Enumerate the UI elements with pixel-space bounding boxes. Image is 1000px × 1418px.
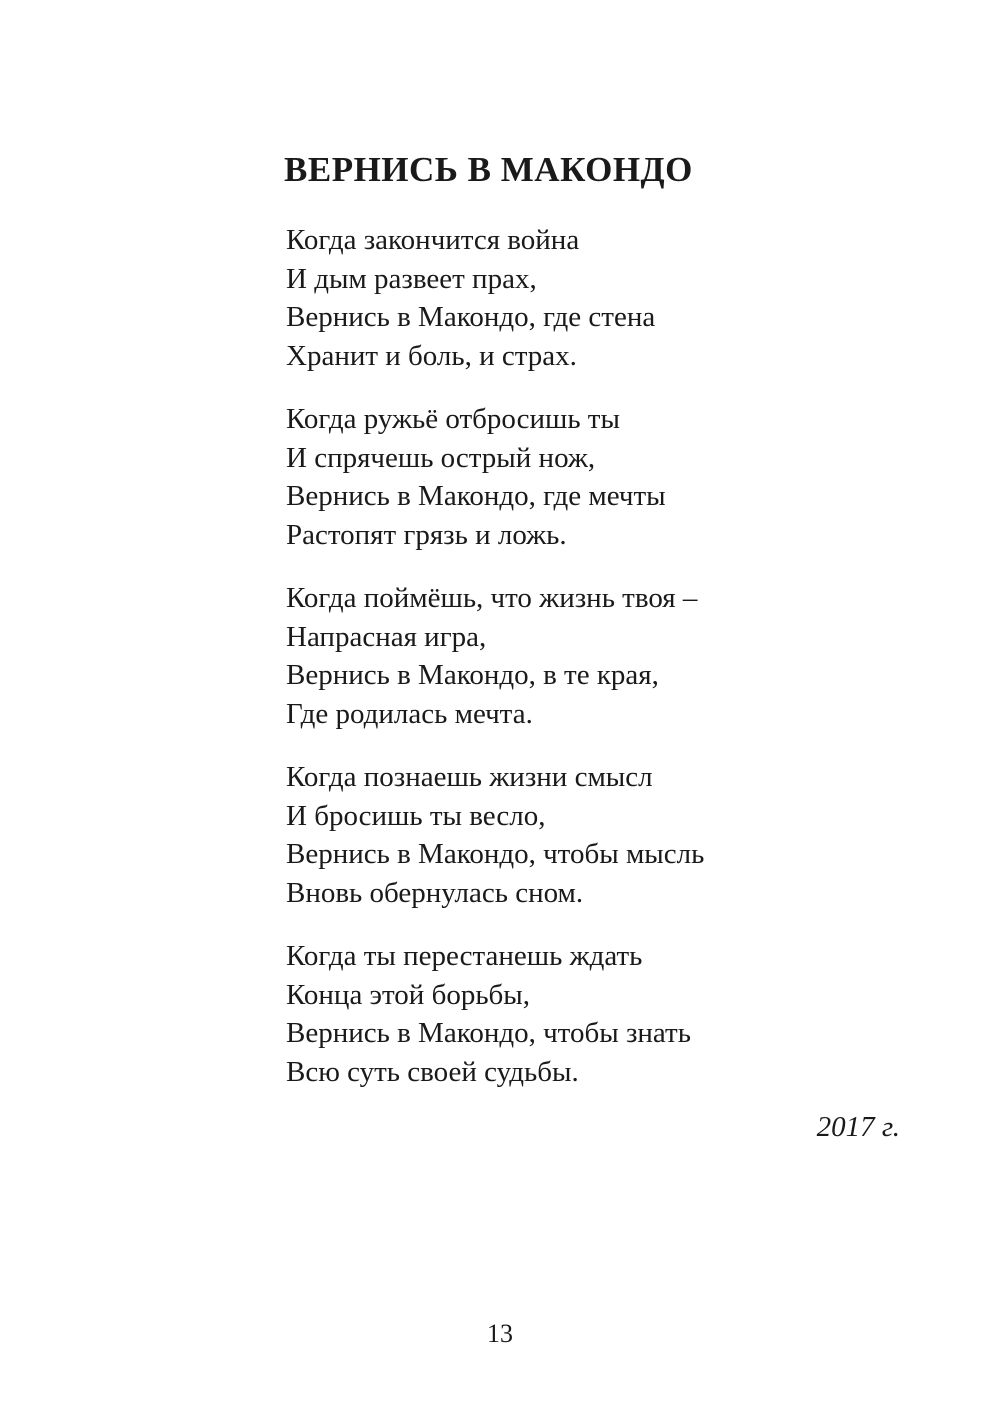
poem-line: Когда познаешь жизни смысл [286,761,653,793]
stanza [286,579,886,733]
poem-body [286,221,886,1116]
stanza [286,937,886,1091]
poem-line: Хранит и боль, и страх. [286,339,577,372]
poem-line: Вновь обернулась сном. [286,876,584,909]
poem-line: Напрасная игра, [286,620,487,653]
poem-line: Когда поймёшь, что жизнь твоя – [286,582,698,614]
poem-date: 2017 г. [816,1111,900,1143]
poem-line: Когда ты перестанешь ждать [286,940,643,972]
poem-line: Где родилась мечта. [286,697,533,730]
poem-line: И дым развеет прах, [286,262,537,295]
poem-line: Вернись в Макондо, чтобы знать [286,1017,691,1049]
page-number: 13 [487,1319,513,1348]
stanza [286,758,886,912]
poem-line: Когда закончится война [286,224,580,256]
poem-line: Конца этой борьбы, [286,978,531,1011]
poem-line: Вернись в Макондо, в те края, [286,659,659,691]
poem-line: Вернись в Макондо, где стена [286,301,656,333]
poem-line: Всю суть своей судьбы. [286,1055,579,1088]
poem-line: И бросишь ты весло, [286,799,546,832]
poem-title: ВЕРНИСЬ В МАКОНДО [284,150,693,189]
poem-line: Вернись в Макондо, где мечты [286,480,666,512]
stanza [286,400,886,554]
poem-line: Вернись в Макондо, чтобы мысль [286,838,705,870]
poem-line: Когда ружьё отбросишь ты [286,403,620,435]
poem-line: Растопят грязь и ложь. [286,518,567,551]
stanza [286,221,886,375]
poem-line: И спрячешь острый нож, [286,441,596,474]
